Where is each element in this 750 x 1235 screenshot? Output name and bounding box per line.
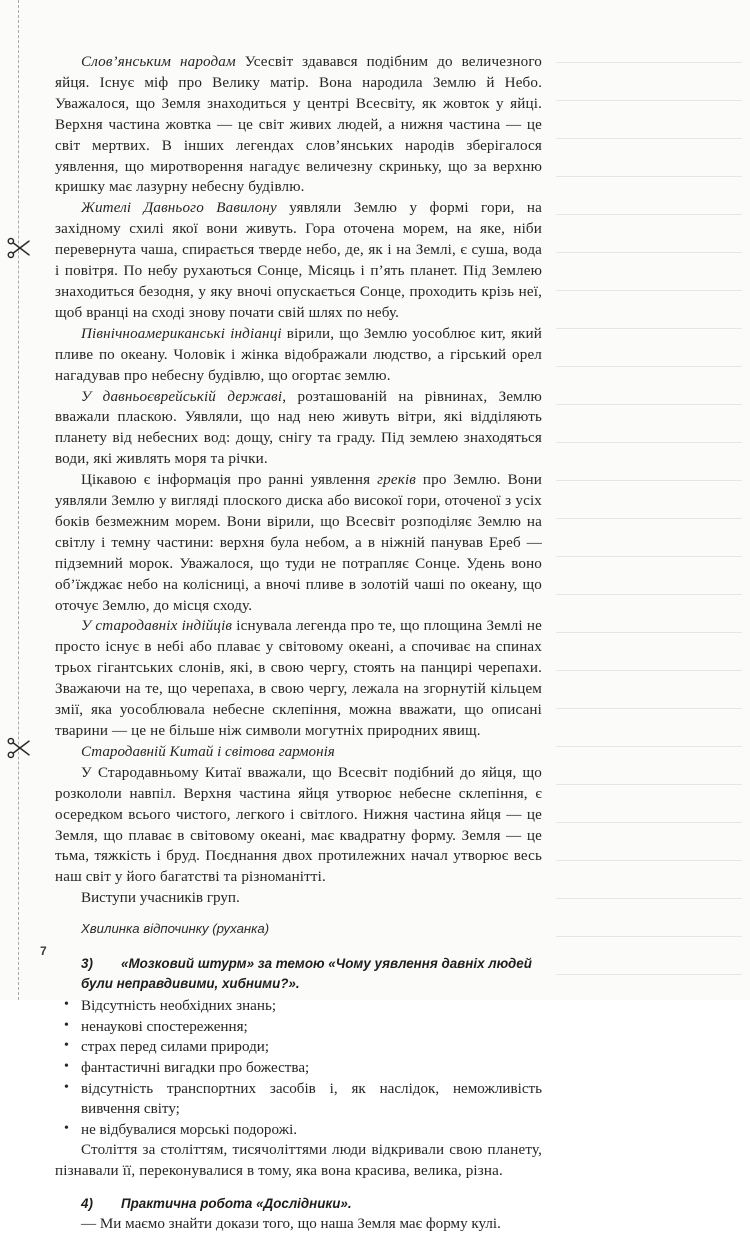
subheading-ancient-china: Стародавній Китай і світова гармонія bbox=[81, 743, 335, 760]
paragraph-indians bbox=[55, 616, 542, 741]
note-rule-line bbox=[556, 784, 742, 785]
note-rule-line bbox=[556, 860, 742, 861]
paragraph-text-before: Цікавою є інформація про ранні уявлення bbox=[81, 472, 378, 489]
note-rule-line bbox=[556, 214, 742, 215]
cut-dashed-line bbox=[18, 0, 19, 1000]
note-rule-line bbox=[556, 974, 742, 975]
paragraph-lead: Жителі Давнього Вавилону bbox=[81, 200, 277, 217]
note-rule-line bbox=[556, 594, 742, 595]
note-rule-line bbox=[556, 670, 742, 671]
page-number: 7 bbox=[40, 944, 47, 958]
note-rule-line bbox=[556, 138, 742, 139]
task-heading-4 bbox=[55, 1194, 542, 1214]
list-item: • страх перед силами природи; bbox=[55, 1037, 542, 1058]
paragraph-text: існувала легенда про те, що площина Землі не просто існує в небі або плаває у світовому океані, а спочиває на спинах трьох гігантських слонів, які, в свою чергу, стоять на панцирі черепахи. Зважаючи на те, що черепаха, в свою чергу, лежала на згорнутій кільцем змії, яка уособлювала небесне склепіння, можна вважати, що описані тварини — це не більше ніж символи могутніх природних явищ. bbox=[55, 618, 542, 739]
note-break-activity: Хвилинка відпочинку (руханка) bbox=[81, 921, 270, 937]
list-item: • фантастичні вигадки про божества; bbox=[55, 1058, 542, 1079]
page-body bbox=[55, 52, 542, 1235]
paragraph-greeks bbox=[55, 470, 542, 616]
note-rule-line bbox=[556, 556, 742, 557]
paragraph-text: уявляли Землю у формі гори, на західному схилі якої вони живуть. Гора оточена морем, на яке, ніби перевернута чаша, спирається тверде небо, де, як і на Землі, є суша, вода і повітря. По небу рухаються Сонце, Місяць і п’ять планет. Під Землею знаходиться безодня, у яку вночі опускається Сонце, проходить крізь неї, щоб вранці на сході знову почати свій шлях по небу. bbox=[55, 200, 542, 321]
note-rule-line bbox=[556, 898, 742, 899]
note-rule-line bbox=[556, 936, 742, 937]
scissors-icon bbox=[4, 733, 34, 763]
paragraph-closing: Століття за століттям, тисячоліттями люди відкривали свою планету, пізнавали її, переконувалися в тому, яка вона красива, велика, різна. bbox=[55, 1142, 542, 1180]
paragraph-lead: Північноамериканські індіанці bbox=[81, 325, 282, 342]
scissors-icon bbox=[4, 233, 34, 263]
task-number: 4) bbox=[81, 1196, 93, 1212]
paragraph-babylon bbox=[55, 198, 542, 323]
task-title: «Мозковий штурм» за темою «Чому уявлення давніх людей були неправдивими, хибними?». bbox=[81, 956, 532, 991]
note-rule-line bbox=[556, 746, 742, 747]
task-number: 3) bbox=[81, 956, 93, 972]
paragraph-lead: У стародавніх індійців bbox=[81, 618, 233, 635]
paragraph-hebrew-state bbox=[55, 387, 542, 471]
note-rule-line bbox=[556, 632, 742, 633]
task-title: Практична робота «Дослідники». bbox=[121, 1196, 352, 1212]
note-rule-line bbox=[556, 62, 742, 63]
note-rule-line bbox=[556, 480, 742, 481]
paragraph-text: Усесвіт здавався подібним до величезного яйця. Існує міф про Велику матір. Вона народила Землю й Небо. Уважалося, що Земля знаходиться у центрі Всесвіту, як жовток у яйці. Верхня частина жовтка — це світ живих людей, а нижня частина — це світ мертвих. В інших легендах слов’янських народів зберігалося уявлення, що миротворення нагадує величезну скриньку, що за верхню кришку має лазурну небесну будівлю. bbox=[55, 54, 543, 196]
note-rule-line bbox=[556, 100, 742, 101]
note-rule-line bbox=[556, 328, 742, 329]
line-group-presentations: Виступи учасників груп. bbox=[81, 890, 240, 907]
paragraph-china: У Стародавньому Китаї вважали, що Всесвіт подібний до яйця, що розкололи навпіл. Верхня частина яйця утворює небесне склепіння, є осередком всього чистого, легкого і світлого. Нижня частина яйця — це Земля, що плаває в світовому океані, має квадратну форму. Земля — це тьма, тяжкість і бруд. Поєднання двох протилежних начал утворює весь наш світ у його багатстві та різноманітті. bbox=[55, 764, 542, 886]
list-item: • відсутність транспортних засобів і, як наслідок, неможливість вивчення світу; bbox=[55, 1079, 542, 1120]
task4-dash-line: — Ми маємо знайти докази того, що наша Земля має форму кулі. bbox=[81, 1215, 501, 1232]
paragraph-text-after: про Землю. Вони уявляли Землю у вигляді плоского диска або високої гори, оточеної з усіх боків безмежним морем. Вони вірили, що Всесвіт розподіляє Землю на світлу і темну частини: верхня була небом, а в ніжній панував Ереб — підземний морок. Уважалося, що туди не потрапляє Сонце. Удень воно об’їжджає небо на колісниці, а вночі пливе в золотій чаші по океану, що оточує Землю, до місця сходу. bbox=[55, 472, 542, 614]
paragraph-north-american-indians bbox=[55, 324, 542, 387]
paragraph-lead: У давньоєврейській державі bbox=[81, 388, 283, 405]
paragraph-text: , розташованій на рівнинах, Землю вважали плаcкою. Уявляли, що над нею живуть вітри, які відділяють планету від небесних вод: дощу, снігу та граду. Під землею знаходяться води, які живлять моря та річки. bbox=[55, 388, 542, 468]
note-rule-line bbox=[556, 176, 742, 177]
note-rule-line bbox=[556, 404, 742, 405]
task-heading-3 bbox=[55, 954, 542, 993]
paragraph-slavs bbox=[55, 52, 542, 198]
note-rule-line bbox=[556, 290, 742, 291]
note-rule-line bbox=[556, 822, 742, 823]
note-rule-line bbox=[556, 708, 742, 709]
paragraph-italic-term: греків bbox=[377, 472, 416, 489]
list-item: • не відбувалися морські подорожі. bbox=[55, 1120, 542, 1141]
list-item: • Відсутність необхідних знань; bbox=[55, 996, 542, 1017]
note-rule-line bbox=[556, 442, 742, 443]
paragraph-text: вірили, що Землю уособлює кит, який пливе по океану. Чоловік і жінка відображали людство, а гірський орел нагадував про небесну будівлю, що огортає землю. bbox=[55, 325, 543, 384]
reasons-bullet-list bbox=[55, 996, 542, 1140]
note-rule-line bbox=[556, 518, 742, 519]
note-rule-line bbox=[556, 366, 742, 367]
note-rule-line bbox=[556, 252, 742, 253]
notes-ruled-column bbox=[556, 0, 750, 1000]
paragraph-lead: Слов’янським народам bbox=[81, 54, 236, 70]
list-item: • ненаукові спостереження; bbox=[55, 1017, 542, 1038]
